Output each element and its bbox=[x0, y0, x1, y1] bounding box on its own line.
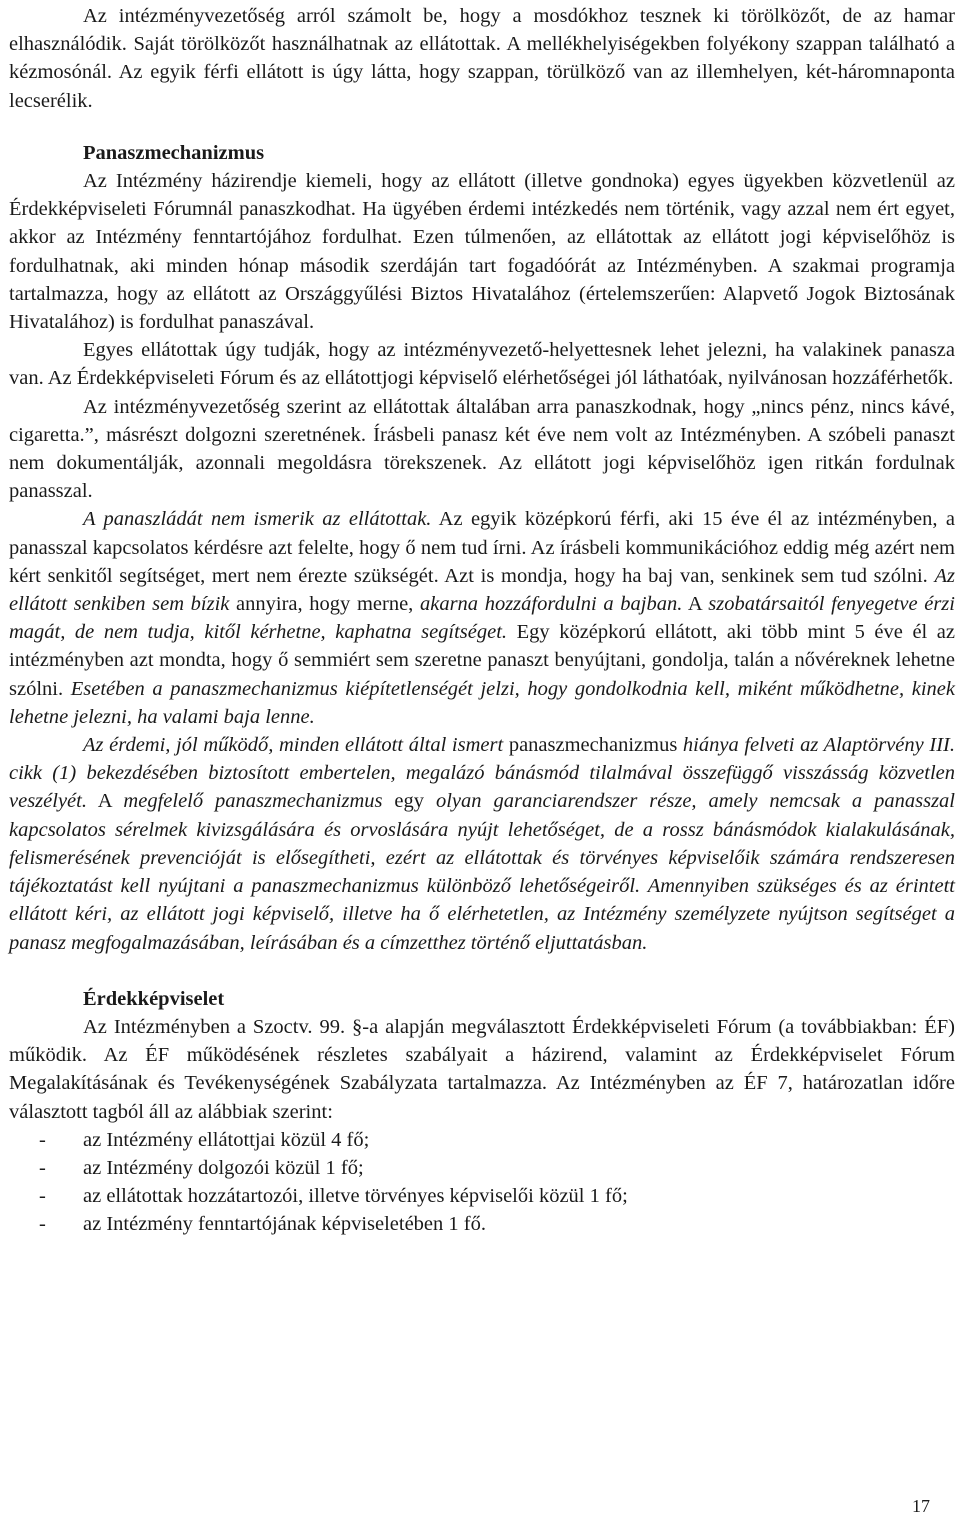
text: panaszmechanizmus bbox=[508, 734, 678, 757]
list-bullet: - bbox=[39, 1185, 46, 1208]
paragraph: Az Intézményben a Szoctv. 99. §-a alapján megválasztott Érdekképviseleti Fórum (a továbbiakban: ÉF) működik. Az ÉF működésének részletes szabályait a házirend, valamint az Érdekképviselet Fórum Megalakításának és Tevékenységének Szabályzata tartalmazza. Az Intézményben az ÉF 7, határozatlan időre választott tagból áll az alábbiak szerint: bbox=[9, 1015, 955, 1123]
list-item: - az Intézmény dolgozói közül 1 fő; bbox=[9, 1154, 955, 1182]
text: A bbox=[682, 593, 709, 616]
list-bullet: - bbox=[39, 1128, 46, 1151]
paragraph: Az Intézmény házirendje kiemeli, hogy az ellátott (illetve gondnoka) egyes ügyekben közvetlenül az Érdekképviseleti Fórumnál panaszkodhat. Ha ügyében érdemi intézkedés nem történik, vagy azzal nem ért egyet, akkor az Intézmény fenntartójához fordulhat. Ezen túlmenően, az ellátottak az ellátott jogi képviselőhöz is fordulhatnak, aki minden hónap második szerdáján tart fogadóórát az Intézményben. A szakmai programja tartalmazza, hogy az ellátott az Országgyűlési Biztos Hivatalához (értelemszerűen: Alapvető Jogok Biztosának Hivatalához) is fordulhat panaszával. bbox=[9, 170, 955, 334]
text: annyira, hogy merne, bbox=[229, 593, 420, 616]
paragraph: Az intézményvezetőség szerint az ellátottak általában arra panaszkodnak, hogy „nincs pénz, nincs kávé, cigaretta.”, másrészt dolgozni szeretnének. Írásbeli panasz két éve nem volt az Intézményben. A szóbeli panaszt nem dokumentálják, azonnali megoldásra törekszenek. Az ellátott jogi képviselőhöz igen ritkán fordulnak panasszal. bbox=[9, 395, 955, 503]
italic-text: A panaszládát nem ismerik az ellátottak. bbox=[83, 508, 432, 531]
page-number: 17 bbox=[912, 1496, 930, 1516]
italic-text: akarna hozzáfordulni a bajban. bbox=[419, 593, 683, 616]
paragraph bbox=[9, 505, 955, 731]
text: A bbox=[86, 790, 124, 813]
intro-paragraph: Az intézményvezetőség arról számolt be, hogy a mosdókhoz tesznek ki törölközőt, de az hamar elhasználódik. Saját törölközőt használhatnak az ellátottak. A mellékhelyiségekben folyékony szappan található a kézmosónál. Az egyik férfi ellátott is úgy látta, hogy szappan, törülköző van az illemhelyen, két-háromnaponta lecserélik. bbox=[9, 5, 955, 112]
paragraph bbox=[9, 731, 955, 957]
document-body bbox=[9, 2, 955, 1239]
italic-text: olyan garanciarendszer része, amely nemcsak a panasszal kapcsolatos sérelmek kivizsgálására és orvoslására nyújt lehetőséget, de a rossz bánásmódok kialakulásának, felismerésének prevencióját is elősegítheti, ezért az ellátottak és törvényes képviselőik számára rendszeresen tájékoztatást kell nyújtani a panaszmechanizmus különböző lehetőségeiről. Amennyiben szükséges és az érintett ellátott kéri, az ellátott jogi képviselő, illetve ha ő elérhetetlen, az Intézmény személyzete nyújtson segítséget a panasz megfogalmazásában, leírásában és a címzetthez történő eljuttatásban. bbox=[9, 790, 956, 954]
spacer bbox=[9, 957, 955, 985]
spacer bbox=[9, 115, 955, 139]
text: egy bbox=[382, 790, 436, 813]
italic-text: Az érdemi, jól működő, minden ellátott által ismert bbox=[83, 734, 509, 757]
italic-text: szobatársaitól fenyegetve érzi magát, de nem tudja, kitől kérhetne, kaphatna segítséget. bbox=[9, 593, 955, 644]
section-heading-panaszmechanizmus: Panaszmechanizmus bbox=[83, 141, 265, 164]
list-bullet: - bbox=[39, 1156, 46, 1179]
italic-text: Az ellátott senkiben sem bízik bbox=[9, 564, 955, 616]
text: Az egyik középkorú férfi, aki 15 éve él az intézményben, a panasszal kapcsolatos kérdésre azt felelte, hogy ő nem tud írni. Az írásbeli kommunikációhoz eddig még azért nem kért senkitől segítséget, mert nem érezte szükségét. Azt is mondja, hogy ha baj van, senkinek sem tud szólni. bbox=[9, 508, 955, 587]
member-list bbox=[9, 1126, 955, 1239]
list-item: - az ellátottak hozzátartozói, illetve törvényes képviselői közül 1 fő; bbox=[9, 1182, 955, 1210]
text: Egy középkorú ellátott, aki több mint 5 éve él az intézményben azt mondta, hogy ő semmiért sem szeretne panaszt benyújtani, gondolja, talán a nővéreknek lehetne szólni. bbox=[9, 621, 955, 700]
list-item: - az Intézmény fenntartójának képviseletében 1 fő. bbox=[9, 1210, 955, 1238]
paragraph: Egyes ellátottak úgy tudják, hogy az intézményvezető-helyettesnek lehet jelezni, ha valakinek panasza van. Az Érdekképviseleti Fórum és az ellátottjogi képviselő elérhetőségei jól láthatóak, nyilvánosan hozzáférhetők. bbox=[9, 339, 955, 390]
list-bullet: - bbox=[39, 1213, 46, 1236]
italic-text: Esetében a panaszmechanizmus kiépítetlenségét jelzi, hogy gondolkodnia kell, miként működhetne, kinek lehetne jelezni, ha valami baja lenne. bbox=[9, 677, 955, 728]
section-heading-erdekkepviselet: Érdekképviselet bbox=[83, 987, 225, 1010]
list-item: - az Intézmény ellátottjai közül 4 fő; bbox=[9, 1126, 955, 1154]
italic-text: hiánya felveti az Alaptörvény III. cikk (1) bekezdésében biztosított embertelen, megalázó bánásmód tilalmával összefüggő visszásság közvetlen veszélyét. bbox=[9, 734, 955, 813]
italic-text: megfelelő panaszmechanizmus bbox=[123, 790, 383, 813]
